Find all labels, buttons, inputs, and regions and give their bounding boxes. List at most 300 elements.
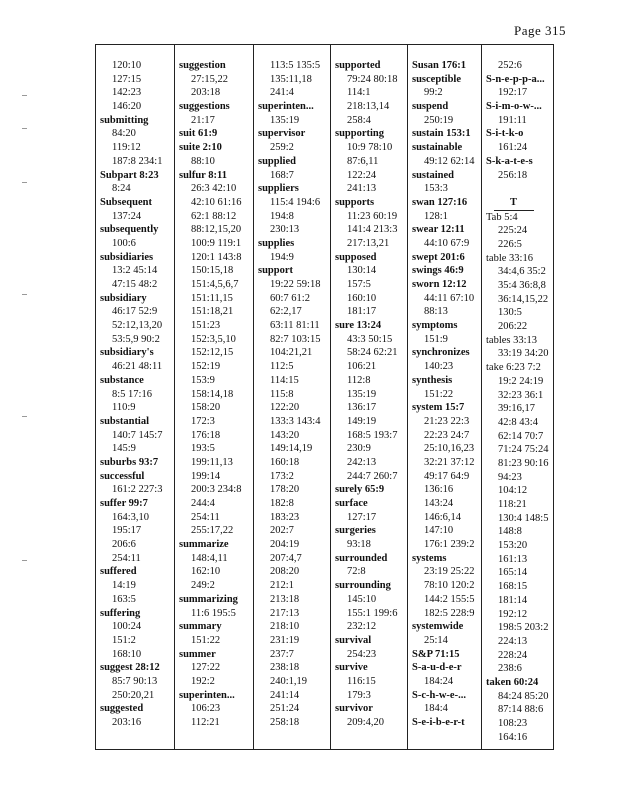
index-reference: 108:23: [498, 718, 528, 729]
index-term: subsidiary: [100, 292, 147, 304]
index-reference: 242:13: [347, 456, 377, 468]
index-term: supported: [335, 60, 381, 71]
index-reference: 25:14: [424, 634, 448, 646]
index-reference: 88:10: [191, 155, 215, 167]
index-reference: 118:21: [498, 499, 527, 510]
index-reference: 237:7: [270, 648, 294, 660]
index-reference: 224:13: [498, 635, 528, 647]
index-reference: 42:8 43:4: [498, 416, 538, 428]
index-reference: 106:21: [347, 361, 377, 373]
index-reference: 199:11,13: [191, 456, 233, 468]
index-term: suffering: [100, 607, 141, 619]
index-reference: 122:20: [270, 402, 300, 414]
index-reference: 135:19: [347, 388, 377, 400]
index-reference: 187:8 234:1: [112, 155, 163, 167]
index-reference: 206:22: [498, 321, 528, 333]
index-reference: 258:18: [270, 717, 300, 728]
index-reference: 251:24: [270, 703, 300, 715]
index-reference: 228:24: [498, 649, 528, 661]
index-reference: 151:22: [424, 388, 454, 400]
index-reference: 204:19: [270, 539, 300, 551]
index-reference: 225:24: [498, 225, 528, 237]
index-reference: [486, 182, 555, 196]
index-reference: 127:15: [112, 73, 142, 85]
index-reference: 238:18: [270, 662, 300, 674]
index-reference: 32:21 37:12: [424, 456, 475, 468]
index-reference: 120:1 143:8: [191, 251, 242, 263]
index-column-4: [331, 45, 408, 749]
index-reference: 46:21 48:11: [112, 361, 163, 373]
index-reference: 84:20: [112, 128, 136, 140]
index-term: swan 127:16: [412, 196, 468, 208]
index-term: synchronizes: [412, 347, 470, 359]
index-reference: 140:7 145:7: [112, 429, 163, 441]
index-reference: 192:17: [498, 87, 528, 99]
margin-tick: [22, 294, 27, 295]
index-reference: 133:3 143:4: [270, 415, 321, 427]
index-reference: 162:10: [191, 566, 221, 578]
index-reference: 200:3 234:8: [191, 484, 242, 496]
index-reference: 152:3,5,10: [191, 333, 236, 345]
index-term: summarizing: [179, 593, 238, 605]
index-term: Subpart 8:23: [100, 169, 159, 181]
index-reference: 94:23: [498, 471, 522, 483]
index-term: subsequently: [100, 224, 159, 236]
index-reference: 60:7 61:2: [270, 292, 310, 304]
index-reference: 127:17: [347, 511, 377, 523]
index-term: S&P 71:15: [412, 648, 460, 660]
index-term: suppliers: [258, 183, 299, 195]
index-term: substance: [100, 374, 144, 386]
index-reference: 71:24 75:24: [498, 444, 549, 456]
index-term: suspend: [412, 101, 449, 113]
index-reference: 93:18: [347, 539, 371, 551]
index-reference: 203:18: [191, 87, 221, 99]
index-reference: 151:2: [112, 634, 136, 646]
index-term: survival: [335, 634, 372, 646]
index-reference: 231:19: [270, 634, 300, 646]
index-reference: 240:1,19: [270, 675, 308, 687]
index-reference: 157:5: [347, 279, 371, 290]
index-reference: 27:15,22: [191, 73, 229, 85]
index-reference: 8:24: [112, 183, 131, 195]
index-term: swear 12:11: [412, 224, 465, 236]
index-term: S-a-u-d-e-r: [412, 662, 462, 674]
index-reference: 155:1 199:6: [347, 607, 398, 619]
index-reference: 49:17 64:9: [424, 470, 470, 482]
index-reference: 85:7 90:13: [112, 675, 158, 687]
index-term: systems: [412, 552, 447, 564]
index-reference: 87:6,11: [347, 155, 379, 167]
index-reference: 146:6,14: [424, 511, 462, 523]
index-reference: 19:2 24:19: [498, 375, 544, 387]
index-reference: 198:5 203:2: [498, 622, 549, 634]
index-term: supervisor: [258, 128, 306, 140]
index-reference: 136:16: [424, 484, 454, 496]
index-reference: table 33:16: [486, 252, 533, 264]
index-term: Susan 176:1: [412, 60, 466, 71]
index-reference: 148:4,11: [191, 552, 228, 564]
index-term: subsidiaries: [100, 251, 154, 263]
index-reference: 254:11: [112, 552, 141, 564]
index-reference: 164:16: [498, 731, 528, 743]
index-reference: 81:23 90:16: [498, 457, 549, 469]
index-reference: 130:5: [498, 307, 522, 319]
index-reference: 192:2: [191, 675, 215, 687]
index-reference: 112:8: [347, 374, 371, 386]
index-reference: 168:5 193:7: [347, 429, 398, 441]
index-reference: 230:13: [270, 224, 300, 236]
index-term: Subsequent: [100, 196, 152, 208]
index-reference: 44:10 67:9: [424, 237, 470, 249]
index-reference: 249:2: [191, 580, 215, 592]
index-term: surgeries: [335, 525, 376, 537]
index-reference: 176:1 239:2: [424, 539, 475, 551]
index-reference: 115:8: [270, 388, 294, 400]
index-reference: 88:12,15,20: [191, 224, 242, 236]
index-reference: 168:15: [498, 581, 528, 593]
index-reference: 8:5 17:16: [112, 388, 152, 400]
index-reference: 11:6 195:5: [191, 607, 236, 619]
index-reference: 115:4 194:6: [270, 196, 321, 208]
index-term: substantial: [100, 415, 150, 427]
index-reference: 254:11: [191, 511, 220, 523]
index-reference: 173:2: [270, 470, 294, 482]
index-reference: 203:16: [112, 717, 142, 728]
index-column-3: [254, 45, 331, 749]
index-term: subsidiary's: [100, 347, 154, 359]
index-reference: 128:1: [424, 210, 448, 222]
index-reference: 148:8: [498, 526, 522, 538]
index-column-6: [482, 45, 555, 749]
index-term: supporting: [335, 128, 385, 140]
index-reference: 149:14,19: [270, 443, 313, 455]
index-table: [95, 44, 554, 750]
index-reference: 88:13: [424, 306, 448, 318]
index-reference: 256:18: [498, 169, 528, 181]
index-reference: 250:19: [424, 114, 454, 126]
index-term: taken 60:24: [486, 676, 539, 688]
letter-heading: T: [494, 196, 534, 211]
index-reference: 191:11: [498, 114, 527, 126]
index-reference: 25:10,16,23: [424, 443, 475, 455]
index-reference: 136:17: [347, 402, 377, 414]
index-reference: 151:11,15: [191, 292, 233, 304]
index-reference: 150:15,18: [191, 265, 234, 277]
index-reference: 146:20: [112, 101, 142, 113]
index-reference: 130:4 148:5: [498, 512, 549, 524]
index-term: suggest 28:12: [100, 662, 160, 674]
index-column-1: [96, 45, 175, 749]
index-reference: 181:14: [498, 594, 528, 606]
index-reference: 116:15: [347, 675, 376, 687]
index-reference: 207:4,7: [270, 552, 302, 564]
index-reference: 244:4: [191, 498, 215, 509]
index-reference: 114:1: [347, 87, 371, 99]
index-term: summer: [179, 648, 216, 660]
index-reference: 164:3,10: [112, 511, 150, 523]
index-reference: 182:5 228:9: [424, 607, 475, 619]
index-reference: take 6:23 7:2: [486, 362, 541, 374]
index-reference: 244:7 260:7: [347, 470, 398, 482]
index-reference: 218:13,14: [347, 101, 390, 113]
index-term: sustain 153:1: [412, 128, 471, 140]
index-reference: 63:11 81:11: [270, 320, 320, 332]
index-reference: 10:9 78:10: [347, 142, 393, 154]
index-reference: 161:13: [498, 553, 528, 565]
index-reference: 14:19: [112, 580, 136, 592]
index-reference: 100:9 119:1: [191, 237, 242, 249]
index-term: suit 61:9: [179, 128, 218, 140]
index-reference: 143:24: [424, 498, 454, 509]
index-reference: 106:23: [191, 703, 221, 715]
index-reference: 226:5: [498, 238, 522, 250]
page-number: Page 315: [513, 23, 566, 38]
index-reference: 181:17: [347, 306, 377, 318]
index-reference: 104:21,21: [270, 347, 313, 359]
index-reference: 21:23 22:3: [424, 415, 470, 427]
index-reference: 241:13: [347, 183, 377, 195]
index-reference: 49:12 62:14: [424, 155, 475, 167]
index-reference: 217:13,21: [347, 237, 390, 249]
index-reference: 184:4: [424, 703, 448, 715]
index-reference: 255:17,22: [191, 525, 234, 537]
index-term: surrounding: [335, 580, 391, 592]
index-term: sustainable: [412, 142, 463, 154]
index-reference: 100:6: [112, 237, 136, 249]
index-reference: 254:23: [347, 648, 377, 660]
index-reference: 176:18: [191, 429, 221, 441]
index-reference: 230:9: [347, 443, 371, 455]
index-term: synthesis: [412, 374, 453, 386]
index-reference: 182:8: [270, 498, 294, 509]
index-column-2: [175, 45, 254, 749]
index-reference: 232:12: [347, 621, 377, 633]
index-term: suite 2:10: [179, 142, 222, 154]
index-reference: 87:14 88:6: [498, 704, 544, 716]
index-reference: 160:10: [347, 292, 377, 304]
index-reference: 208:20: [270, 566, 300, 578]
index-reference: 127:22: [191, 662, 221, 674]
index-reference: 149:19: [347, 415, 377, 427]
index-reference: 62:1 88:12: [191, 210, 237, 222]
index-reference: 147:10: [424, 525, 454, 537]
index-term: sustained: [412, 169, 455, 181]
index-reference: 99:2: [424, 87, 443, 99]
index-reference: 192:12: [498, 608, 528, 620]
index-reference: 130:14: [347, 265, 377, 277]
index-reference: 158:14,18: [191, 388, 234, 400]
index-reference: 47:15 48:2: [112, 279, 158, 290]
index-term: suffered: [100, 566, 137, 578]
index-reference: 145:9: [112, 443, 136, 455]
index-reference: 46:17 52:9: [112, 306, 158, 318]
index-reference: 194:9: [270, 251, 294, 263]
index-term: sulfur 8:11: [179, 169, 227, 181]
index-reference: 241:14: [270, 689, 300, 701]
index-reference: 113:5 135:5: [270, 60, 321, 71]
index-term: S-i-t-k-o: [486, 128, 524, 140]
index-reference: 152:19: [191, 361, 221, 373]
index-reference: 165:14: [498, 567, 528, 579]
index-reference: 152:12,15: [191, 347, 234, 359]
index-reference: 39:16,17: [498, 403, 536, 415]
index-term: suburbs 93:7: [100, 456, 159, 468]
index-term: swings 46:9: [412, 265, 464, 277]
index-term: symptoms: [412, 320, 458, 332]
index-reference: 23:19 25:22: [424, 566, 475, 578]
index-reference: 100:24: [112, 621, 142, 633]
index-reference: 160:18: [270, 456, 300, 468]
index-reference: 145:10: [347, 593, 377, 605]
index-reference: 32:23 36:1: [498, 389, 544, 401]
index-reference: 26:3 42:10: [191, 183, 237, 195]
index-reference: 151:4,5,6,7: [191, 279, 239, 290]
index-reference: 151:18,21: [191, 306, 234, 318]
index-reference: 158:20: [191, 402, 221, 414]
index-term: superinten...: [258, 101, 314, 113]
index-reference: 82:7 103:15: [270, 333, 321, 345]
index-reference: 44:11 67:10: [424, 292, 475, 304]
index-term: suffer 99:7: [100, 498, 148, 509]
index-reference: 104:12: [498, 485, 528, 497]
index-reference: 172:3: [191, 415, 215, 427]
index-reference: 144:2 155:5: [424, 593, 475, 605]
index-reference: 163:5: [112, 593, 136, 605]
index-reference: 168:10: [112, 648, 142, 660]
index-term: sure 13:24: [335, 320, 382, 332]
margin-tick: [22, 128, 27, 129]
index-reference: 42:10 61:16: [191, 196, 242, 208]
index-reference: 151:22: [191, 634, 221, 646]
index-reference: 52:12,13,20: [112, 320, 163, 332]
index-reference: 218:10: [270, 621, 300, 633]
index-term: supports: [335, 196, 375, 208]
index-reference: 13:2 45:14: [112, 265, 158, 277]
index-term: survivor: [335, 703, 373, 715]
index-term: systemwide: [412, 621, 464, 633]
index-term: supplied: [258, 155, 296, 167]
index-reference: 141:4 213:3: [347, 224, 398, 236]
index-term: sworn 12:12: [412, 279, 467, 290]
index-term: summarize: [179, 539, 229, 551]
index-reference: 209:4,20: [347, 717, 385, 728]
margin-tick: [22, 95, 27, 96]
index-reference: 120:10: [112, 60, 142, 71]
index-term: successful: [100, 470, 145, 482]
index-term: S-i-m-o-w-...: [486, 101, 542, 113]
index-reference: 250:20,21: [112, 689, 155, 701]
index-reference: 143:20: [270, 429, 300, 441]
index-term: superinten...: [179, 689, 235, 701]
index-reference: 72:8: [347, 566, 366, 578]
index-reference: 238:6: [498, 663, 522, 675]
index-reference: tables 33:13: [486, 334, 538, 346]
index-reference: 112:21: [191, 717, 220, 728]
index-reference: 168:7: [270, 169, 294, 181]
index-reference: 252:6: [498, 60, 522, 71]
index-term: submitting: [100, 114, 149, 126]
index-reference: 43:3 50:15: [347, 333, 393, 345]
index-term: summary: [179, 621, 222, 633]
index-reference: 53:5,9 90:2: [112, 333, 160, 345]
index-term: supposed: [335, 251, 377, 263]
index-reference: 151:23: [191, 320, 221, 332]
index-reference: 178:20: [270, 484, 300, 496]
index-reference: 199:14: [191, 470, 221, 482]
index-term: support: [258, 265, 294, 277]
index-reference: 11:23 60:19: [347, 210, 398, 222]
index-reference: 135:19: [270, 114, 300, 126]
index-term: suggestions: [179, 101, 230, 113]
index-reference: 137:24: [112, 210, 142, 222]
index-reference: 33:19 34:20: [498, 348, 549, 360]
index-reference: 34:4,6 35:2: [498, 266, 546, 278]
index-term: surely 65:9: [335, 484, 385, 496]
index-reference: 78:10 120:2: [424, 580, 475, 592]
index-reference: 142:23: [112, 87, 142, 99]
index-reference: 184:24: [424, 675, 454, 687]
index-reference: 119:12: [112, 142, 141, 154]
index-reference: 212:1: [270, 580, 294, 592]
index-reference: 110:9: [112, 402, 136, 414]
index-reference: 19:22 59:18: [270, 279, 321, 290]
index-reference: 194:8: [270, 210, 294, 222]
index-term: surface: [335, 498, 368, 509]
index-column-5: [408, 45, 482, 749]
index-reference: 153:20: [498, 540, 528, 552]
index-reference: 202:7: [270, 525, 294, 537]
index-reference: 193:5: [191, 443, 215, 455]
index-term: surrounded: [335, 552, 388, 564]
margin-tick: [22, 560, 27, 561]
index-reference: 140:23: [424, 361, 454, 373]
index-reference: 258:4: [347, 114, 371, 126]
index-reference: 153:3: [424, 183, 448, 195]
index-reference: 36:14,15,22: [498, 293, 549, 305]
index-term: supplies: [258, 237, 295, 249]
index-reference: 21:17: [191, 114, 215, 126]
margin-tick: [22, 416, 27, 417]
index-reference: 259:2: [270, 142, 294, 154]
index-reference: 161:24: [498, 142, 528, 154]
index-term: S-n-e-p-p-a...: [486, 73, 545, 85]
index-term: S-e-i-b-e-r-t: [412, 717, 465, 728]
index-reference: 183:23: [270, 511, 300, 523]
index-reference: 122:24: [347, 169, 377, 181]
index-term: suggestion: [179, 60, 226, 71]
index-reference: 241:4: [270, 87, 294, 99]
margin-tick: [22, 182, 27, 183]
index-term: suggested: [100, 703, 144, 715]
index-reference: 62:14 70:7: [498, 430, 544, 442]
index-reference: 79:24 80:18: [347, 73, 398, 85]
index-reference: 213:18: [270, 593, 300, 605]
index-term: susceptible: [412, 73, 462, 85]
index-reference: 22:23 24:7: [424, 429, 470, 441]
index-reference: 62:2,17: [270, 306, 302, 318]
index-reference: 217:13: [270, 607, 300, 619]
index-reference: 195:17: [112, 525, 142, 537]
index-reference: 84:24 85:20: [498, 690, 549, 702]
index-reference: 161:2 227:3: [112, 484, 163, 496]
index-reference: 153:9: [191, 374, 215, 386]
index-reference: 35:4 36:8,8: [498, 280, 546, 291]
index-reference: 58:24 62:21: [347, 347, 398, 359]
index-reference: 151:9: [424, 333, 448, 345]
index-reference: 206:6: [112, 539, 136, 551]
index-reference: 112:5: [270, 361, 294, 373]
